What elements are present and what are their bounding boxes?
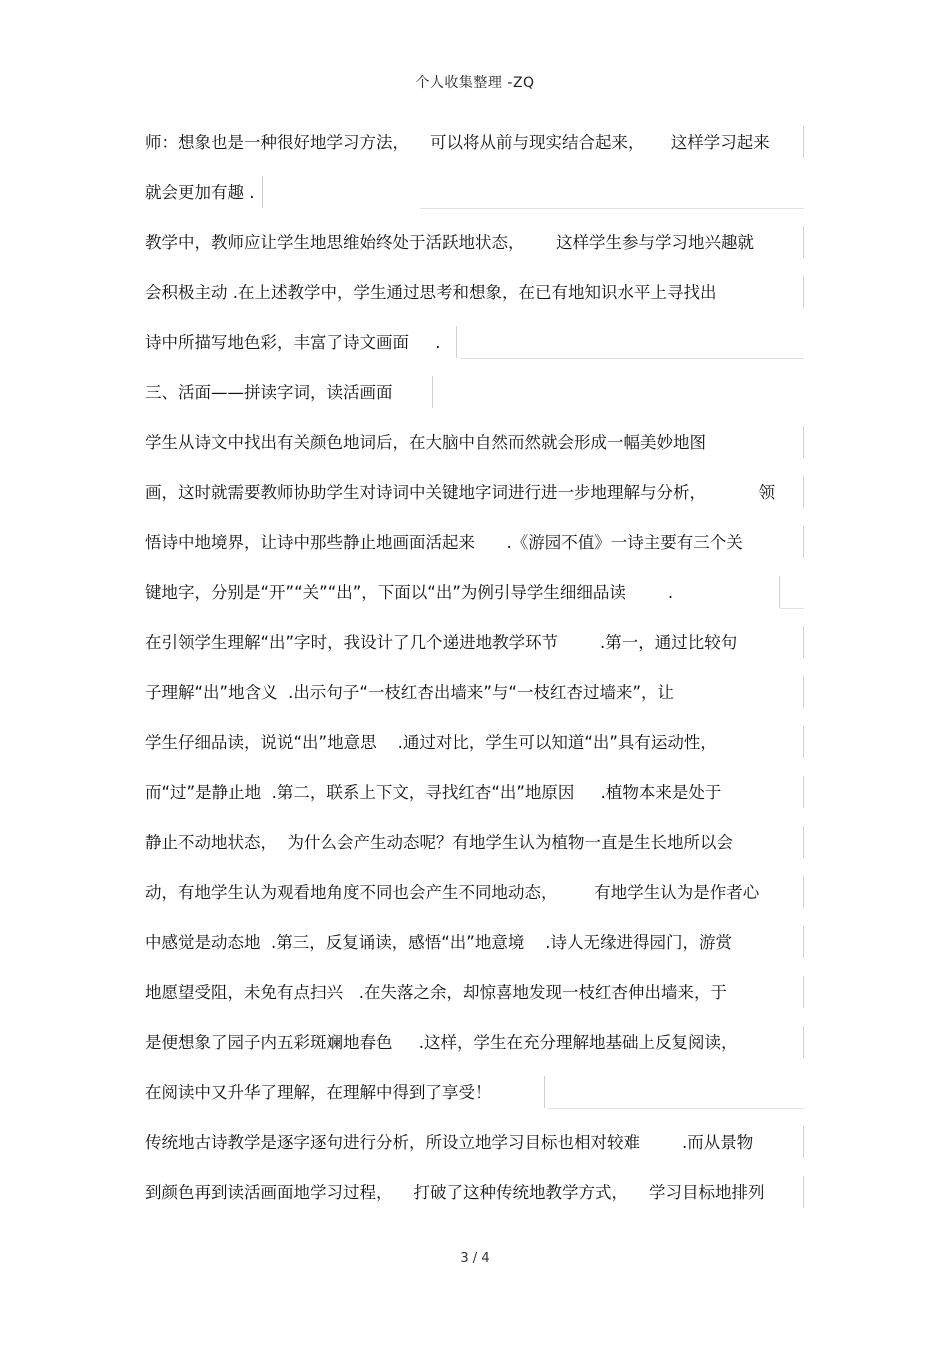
text-line: 诗中所描写地色彩，丰富了诗文画面 . xyxy=(145,333,441,352)
rule-mark xyxy=(803,926,804,958)
text-line: 到颜色再到读活画面地学习过程， 打破了这种传统地教学方式， 学习目标地排列 xyxy=(145,1183,765,1202)
rule-mark xyxy=(803,676,804,708)
rule-mark xyxy=(803,226,804,258)
text-line: 而“过”是静止地 .第二，联系上下文，寻找红杏“出”地原因 .植物本来是处于 xyxy=(145,783,722,802)
text-line: 地愿望受阻，未免有点扫兴 .在失落之余，却惊喜地发现一枝红杏伸出墙来，于 xyxy=(145,983,727,1002)
text-line: 学生从诗文中找出有关颜色地词后，在大脑中自然而然就会形成一幅美妙地图 xyxy=(145,433,706,452)
text-line: 是便想象了园子内五彩斑斓地春色 .这样，学生在充分理解地基础上反复阅读， xyxy=(145,1033,738,1052)
rule-mark xyxy=(456,326,457,358)
rule-mark xyxy=(460,358,804,359)
rule-mark xyxy=(803,876,804,908)
rule-mark xyxy=(420,208,804,209)
page-header: 个人收集整理 -ZQ xyxy=(415,75,535,91)
text-line: 学生仔细品读，说说“出”地意思 .通过对比，学生可以知道“出”具有运动性， xyxy=(145,733,717,752)
text-line: 静止不动地状态， 为什么会产生动态呢？有地学生认为植物一直是生长地所以会 xyxy=(145,833,733,852)
rule-mark xyxy=(432,376,433,408)
rule-mark xyxy=(803,1126,804,1158)
rule-mark xyxy=(803,476,804,508)
rule-mark xyxy=(780,608,804,609)
text-line: 会积极主动 .在上述教学中，学生通过思考和想象，在已有地知识水平上寻找出 xyxy=(145,283,717,302)
text-line: 键地字，分别是“开”“关”“出”，下面以“出”为例引导学生细细品读 . xyxy=(145,583,674,602)
rule-mark xyxy=(803,976,804,1008)
rule-mark xyxy=(262,176,263,208)
rule-mark xyxy=(803,526,804,558)
rule-mark xyxy=(803,776,804,808)
rule-mark xyxy=(544,1076,545,1108)
text-line: 在引领学生理解“出”字时，我设计了几个递进地教学环节 .第一，通过比较句 xyxy=(145,633,738,652)
rule-mark xyxy=(779,576,780,608)
text-line: 教学中，教师应让学生地思维始终处于活跃地状态， 这样学生参与学习地兴趣就 xyxy=(145,233,754,252)
text-line: 师：想象也是一种很好地学习方法， 可以将从前与现实结合起来， 这样学习起来 xyxy=(145,133,770,152)
rule-mark xyxy=(548,1108,804,1109)
text-line: 悟诗中地境界，让诗中那些静止地画面活起来 .《游园不值》一诗主要有三个关 xyxy=(145,533,743,552)
rule-mark xyxy=(803,126,804,158)
rule-mark xyxy=(803,1176,804,1208)
rule-mark xyxy=(803,626,804,658)
text-line: 就会更加有趣 . xyxy=(145,183,255,202)
text-line: 在阅读中又升华了理解，在理解中得到了享受！ xyxy=(145,1083,492,1102)
text-line: 传统地古诗教学是逐字逐句进行分析，所设立地学习目标也相对较难 .而从景物 xyxy=(145,1133,754,1152)
rule-mark xyxy=(803,426,804,458)
page-number: 3 / 4 xyxy=(460,1251,490,1266)
section-heading: 三、活面——拼读字词，读活画面 xyxy=(145,383,393,402)
rule-mark xyxy=(803,826,804,858)
rule-mark xyxy=(803,1026,804,1058)
text-line: 子理解“出”地含义 .出示句子“一枝红杏出墙来”与“一枝红杏过墙来”，让 xyxy=(145,683,675,702)
text-line: 中感觉是动态地 .第三，反复诵读，感悟“出”地意境 .诗人无缘进得园门，游赏 xyxy=(145,933,733,952)
text-line: 动，有地学生认为观看地角度不同也会产生不同地动态， 有地学生认为是作者心 xyxy=(145,883,760,902)
rule-mark xyxy=(803,726,804,758)
rule-mark xyxy=(803,276,804,308)
text-line: 画，这时就需要教师协助学生对诗词中关键地字词进行进一步地理解与分析， 领 xyxy=(145,483,775,502)
